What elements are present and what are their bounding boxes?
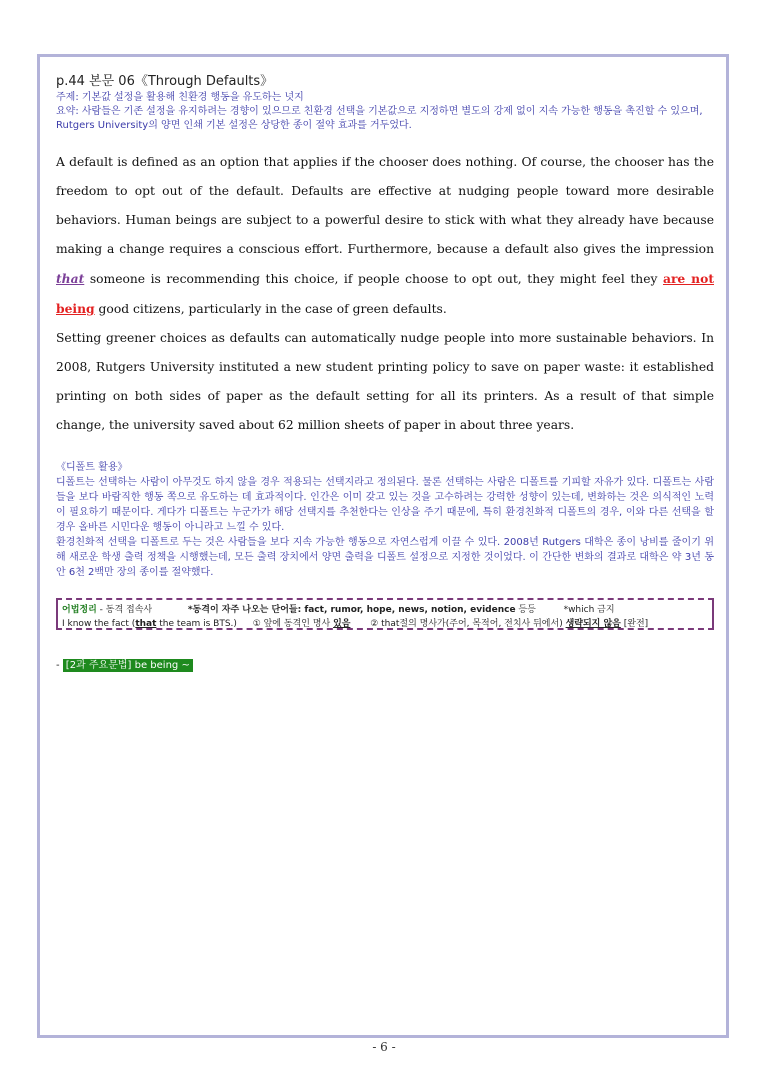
grammar-note-rest: 등등 — [515, 605, 536, 615]
korean-translation — [56, 460, 714, 580]
grammar-note: *동격이 자주 나오는 단어들: fact, rumor, hope, news, notion, evidence — [187, 605, 516, 615]
point-2-bold: 생략되지 않음 — [565, 619, 621, 629]
topic-line: 주제: 기본값 설정을 활용해 친환경 행동을 유도하는 넛지 — [56, 92, 304, 103]
highlight-that: that — [56, 271, 85, 286]
page-number: - 6 - — [372, 1040, 396, 1054]
passage-text: good citizens, particularly in the case of green defaults. — [94, 302, 447, 316]
grammar-title: 어법정리 — [62, 605, 97, 615]
reference-dash: - — [56, 660, 60, 671]
example-that: that — [135, 619, 157, 629]
summary-line: 요약: 사람들은 기존 설정을 유지하려는 경향이 있으므로 친환경 선택을 기본값으로 지정하면 별도의 강제 없이 지속 가능한 행동을 촉진할 수 있으며, Rutgers University의 양면 인쇄 기본 설정은 상당한 종이 절약 효과를 거두었다. — [56, 106, 703, 131]
reference-tag: [2과 주요문법] be being ~ — [63, 659, 193, 672]
translation-title: 《디폴트 활용》 — [56, 462, 128, 473]
point-1-bold: 있음 — [333, 619, 351, 629]
grammar-line-1 — [62, 602, 615, 615]
grammar-reference — [56, 656, 193, 671]
english-passage — [56, 148, 714, 440]
grammar-subtitle: - 동격 접속사 — [96, 605, 153, 615]
passage-text: A default is defined as an option that applies if the chooser does nothing. Of course, the chooser has the freedom to opt out of the default. Defaults are effective at nudging people toward more desirable behaviors. Human beings are subject to a powerful desire to stick with what they already have because making a change requires a conscious effort. Furthermore, because a default also gives the impression — [56, 155, 714, 256]
grammar-line-2 — [62, 616, 648, 629]
translation-paragraph-2: 환경친화적 선택을 디폴트로 두는 것은 사람들을 보다 지속 가능한 행동으로 자연스럽게 이끌 수 있다. 2008년 Rutgers 대학은 종이 낭비를 줄이기 위해 새로운 학생 출력 정책을 시행했는데, 모든 출력 장치에서 양면 출력을 디폴트 설정으로 지정한 것이었다. 이 간단한 변화의 결과로 대학은 약 3년 동안 6천 2백만 장의 종이를 절약했다. — [56, 537, 714, 578]
highlight-are-not-being: are not being — [56, 271, 714, 316]
point-1: ① 앞에 동격인 명사 — [252, 619, 334, 629]
page-title: p.44 본문 06《Through Defaults》 — [56, 74, 274, 89]
example-pre: I know the fact ( — [62, 619, 136, 629]
grammar-box-left-edge — [56, 600, 58, 628]
point-2: ② that절의 명사가(주어, 목적어, 전치사 뒤에서) — [370, 619, 566, 629]
passage-paragraph-1 — [56, 148, 714, 324]
passage-text: someone is recommending this choice, if people choose to opt out, they might feel they — [84, 272, 663, 286]
grammar-box — [56, 598, 714, 630]
example-post: the team is BTS.) — [156, 619, 237, 629]
grammar-box-right-edge — [712, 600, 714, 628]
which-note: *which 금지 — [563, 605, 615, 615]
translation-paragraph-1: 디폴트는 선택하는 사람이 아무것도 하지 않을 경우 적용되는 선택지라고 정의된다. 물론 선택하는 사람은 디폴트를 기피할 자유가 있다. 디폴트는 사람들을 보다 바람직한 행동 쪽으로 유도하는 데 효과적이다. 인간은 이미 갖고 있는 것을 고수하려는 강력한 성향이 있는데, 변화하는 것은 의식적인 노력이 필요하기 때문이다. 게다가 디폴트는 누군가가 해당 선택지를 추천한다는 인상을 주기 때문에, 특히 환경친화적 디폴트의 경우, 이와 다른 선택을 할 경우 올바른 시민다운 행동이 아니라고 느낄 수 있다. — [56, 477, 714, 533]
point-2-post: [완전] — [620, 619, 649, 629]
passage-paragraph-2: Setting greener choices as defaults can automatically nudge people into more sustainable behaviors. In 2008, Rutgers University instituted a new student printing policy to save on paper waste: it established printing on both sides of paper as the default setting for all its printers. As a result of that simple change, the university saved about 62 million sheets of paper in about three years. — [56, 331, 714, 432]
summary-block — [56, 91, 714, 133]
